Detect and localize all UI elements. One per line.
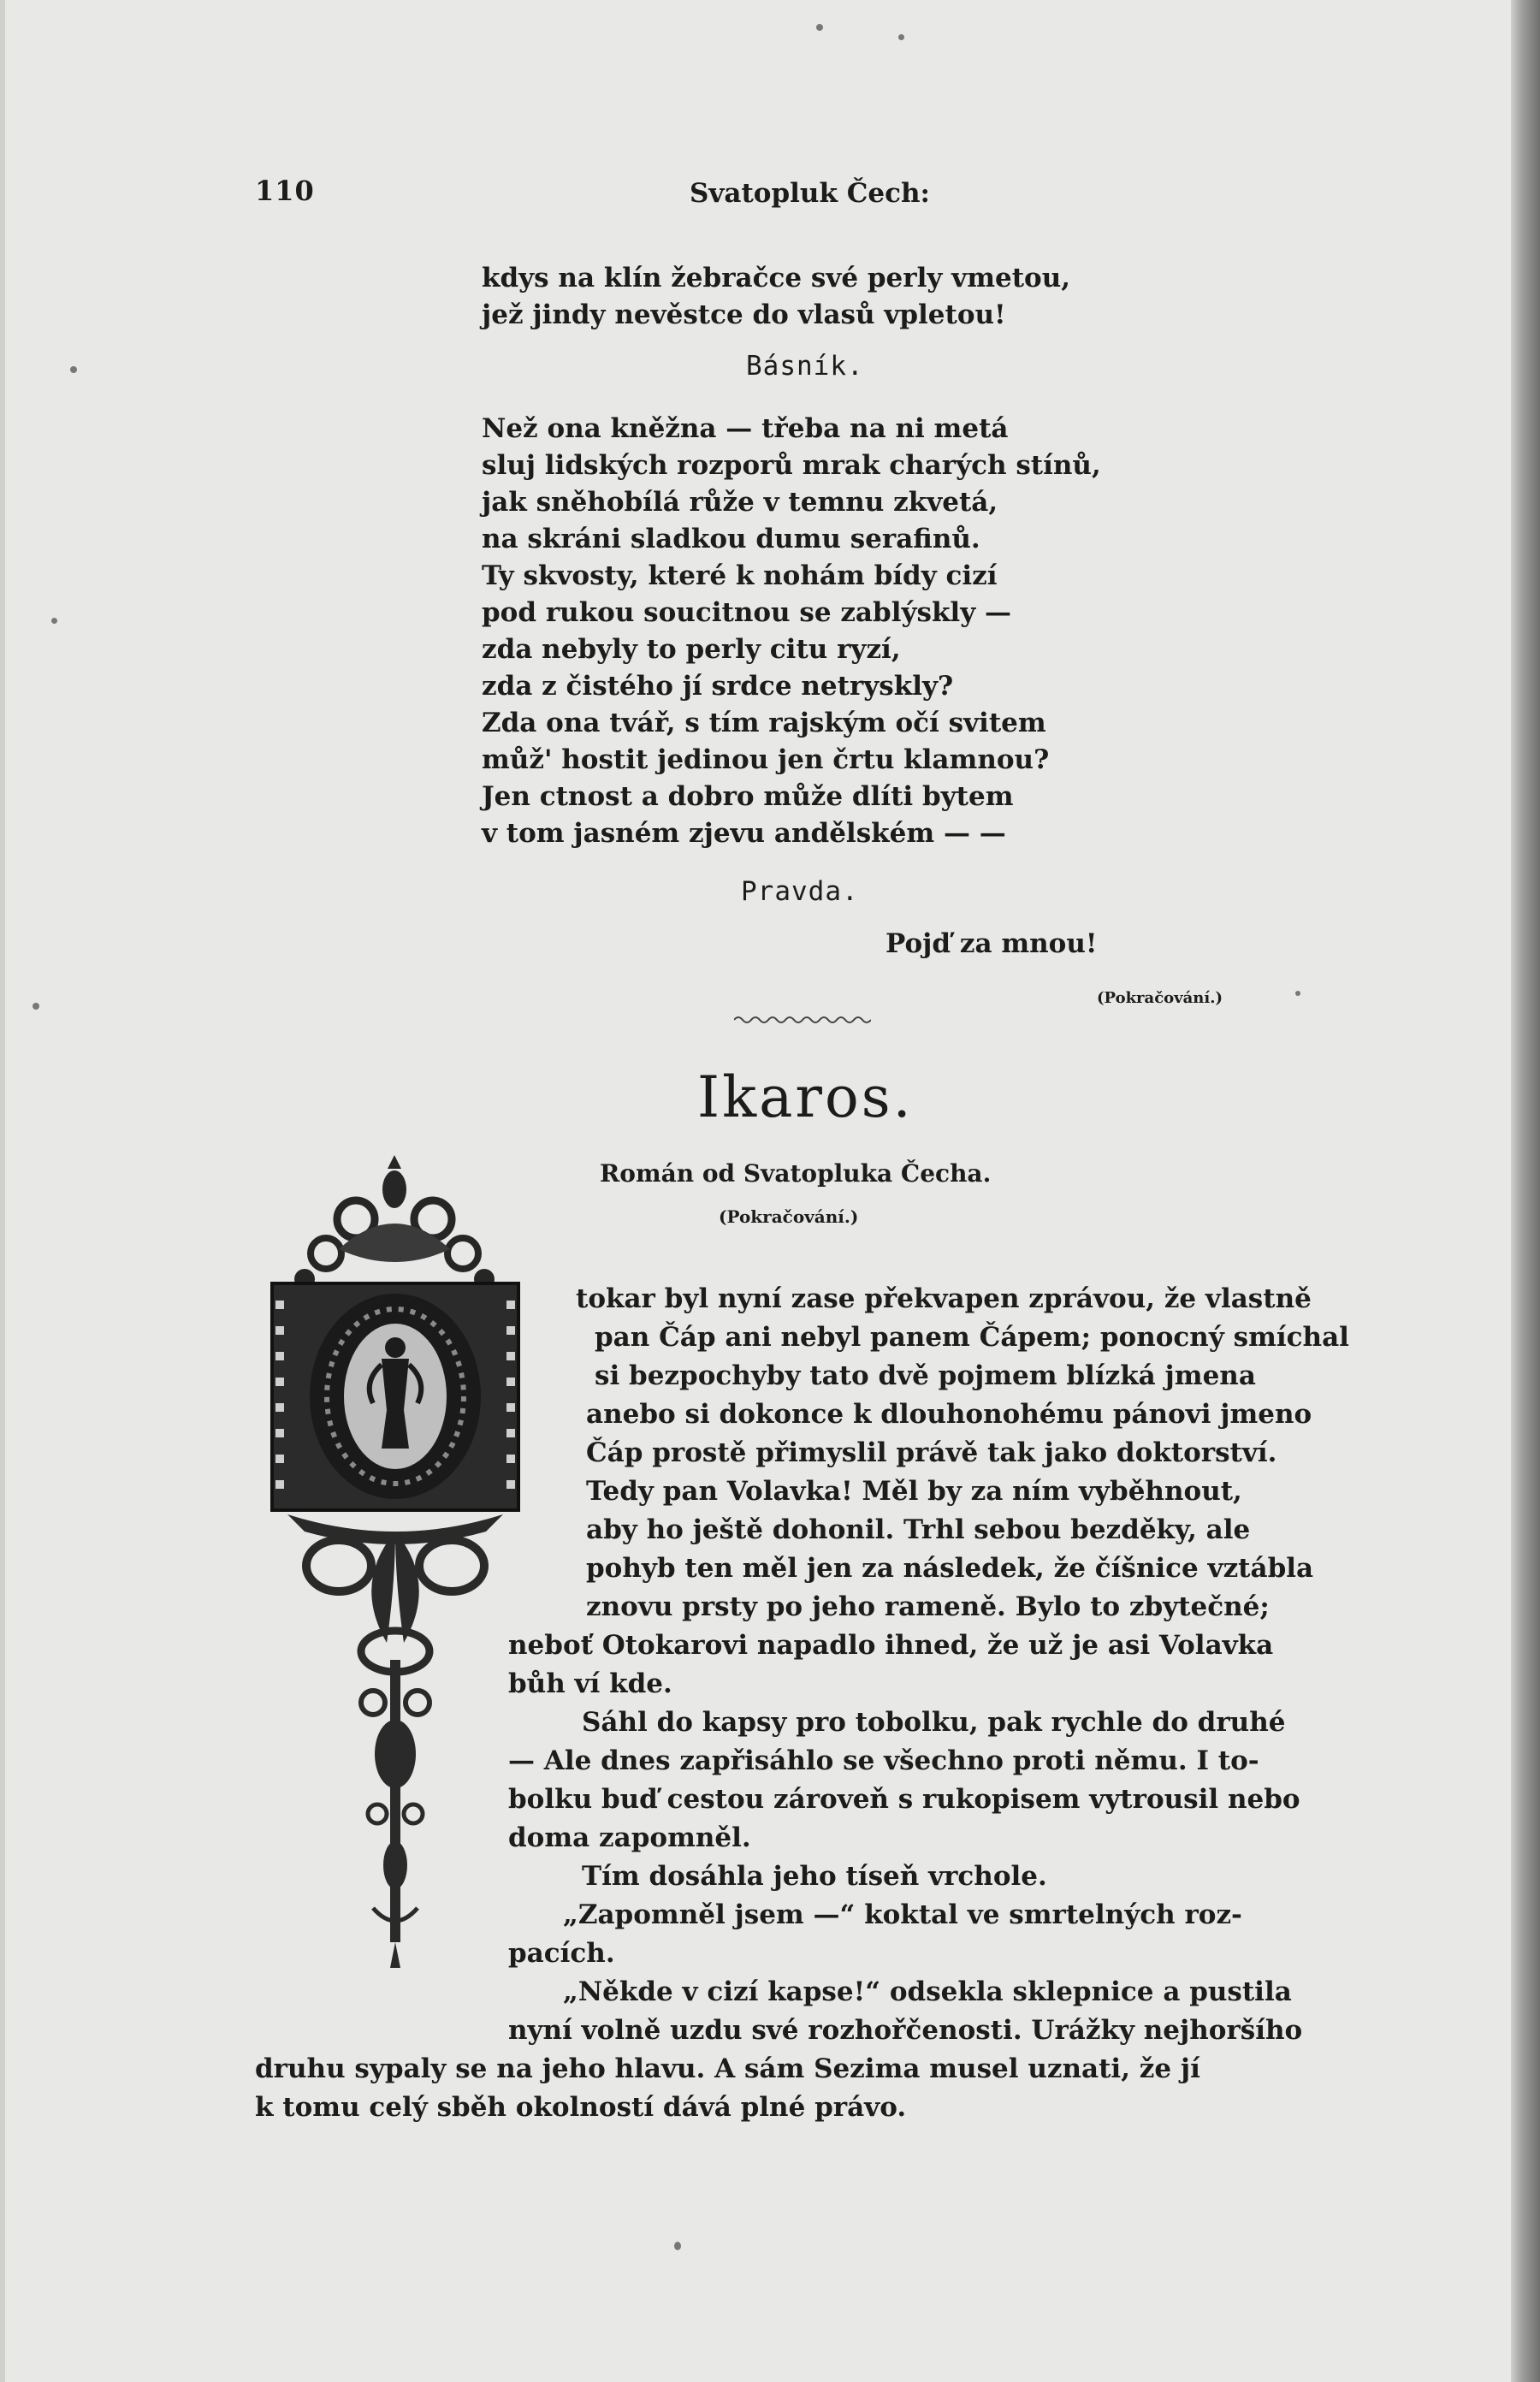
verse-line: Než ona kněžna — třeba na ni metá — [482, 413, 1009, 444]
article-subtitle: Román od Svatopluka Čecha. — [600, 1159, 992, 1188]
prose-block-full — [255, 2050, 1200, 2127]
prose-line: znovu prsty po jeho rameně. Bylo to zbytečné; — [586, 1591, 1270, 1622]
verse-line: na skráni sladkou dumu serafinů. — [482, 524, 980, 554]
verse-line: Zda ona tvář, s tím rajským očí svitem — [482, 708, 1046, 738]
prose-line: Tím dosáhla jeho tíseň vrchole. — [582, 1861, 1047, 1892]
speaker-pravda: Pravda. — [741, 876, 859, 907]
continuation-note-verse: (Pokračování.) — [1097, 989, 1223, 1007]
verse-line: pod rukou soucitnou se zablýskly — — [482, 597, 1012, 628]
prose-line: druhu sypaly se na jeho hlavu. A sám Sezima musel uznati, že jí — [255, 2053, 1200, 2084]
prose-line: si bezpochyby tato dvě pojmem blízká jmena — [595, 1360, 1256, 1391]
prose-line: aby ho ještě dohonil. Trhl sebou bezděky, ale — [586, 1514, 1251, 1545]
verse-line: v tom jasném zjevu andělském — — — [482, 818, 1006, 849]
prose-line: „Zapomněl jsem —“ koktal ve smrtelných roz- — [563, 1899, 1242, 1930]
prose-block-mid — [508, 1627, 1302, 2050]
prose-line: pohyb ten měl jen za následek, že číšnice vztábla — [586, 1553, 1314, 1584]
page-number: 110 — [255, 175, 315, 207]
page-gutter-shadow — [1511, 0, 1540, 2382]
verse-line: kdys na klín žebračce své perly vmetou, — [482, 263, 1071, 293]
scan-speck — [674, 2242, 681, 2250]
scan-speck — [33, 1003, 39, 1010]
prose-line: neboť Otokarovi napadlo ihned, že už je asi Volavka — [508, 1630, 1274, 1661]
prose-line: bolku buď cestou zároveň s rukopisem vytrousil nebo — [508, 1784, 1300, 1815]
prose-line: pan Čáp ani nebyl panem Čápem; ponocný smíchal — [595, 1322, 1349, 1353]
prose-line: pacích. — [508, 1938, 615, 1969]
scan-speck — [898, 34, 904, 40]
continuation-note-article: (Pokračování.) — [719, 1206, 859, 1227]
verse-line: zda nebyly to perly citu ryzí, — [482, 634, 901, 665]
ornamental-initial-o — [253, 1138, 536, 1976]
page-left-edge — [0, 0, 5, 2382]
scan-speck — [816, 24, 823, 31]
article-title: Ikaros. — [697, 1064, 914, 1130]
prose-line: Čáp prostě přimyslil právě tak jako doktorství. — [586, 1437, 1277, 1468]
section-divider-squiggle — [734, 1011, 871, 1028]
verse-main — [482, 411, 1183, 852]
prose-line: Sáhl do kapsy pro tobolku, pak rychle do druhé — [582, 1707, 1286, 1738]
prose-line: „Někde v cizí kapse!“ odsekla sklepnice a pustila — [563, 1976, 1292, 2007]
prose-line: k tomu celý sběh okolností dává plné právo. — [255, 2092, 907, 2123]
prose-line: doma zapomněl. — [508, 1822, 751, 1853]
verse-line: jak sněhobílá růže v temnu zkvetá, — [482, 487, 998, 518]
verse-line: sluj lidských rozporů mrak charých stínů, — [482, 450, 1101, 481]
verse-line: jež jindy nevěstce do vlasů vpletou! — [482, 299, 1006, 330]
prose-line: nyní volně uzdu své rozhořčenosti. Urážky nejhoršího — [508, 2015, 1303, 2046]
speaker-basnik: Básník. — [746, 351, 864, 382]
verse-line: Ty skvosty, které k nohám bídy cizí — [482, 560, 998, 591]
prose-line: bůh ví kde. — [508, 1668, 672, 1699]
prose-line: tokar byl nyní zase překvapen zprávou, že vlastně — [576, 1283, 1312, 1314]
running-head: Svatopluk Čech: — [690, 178, 930, 209]
prose-line: — Ale dnes zapřisáhlo se všechno proti němu. I to- — [508, 1745, 1259, 1776]
verse-line: zda z čistého jí srdce netryskly? — [482, 671, 954, 702]
prose-line: Tedy pan Volavka! Měl by za ním vyběhnout, — [586, 1476, 1242, 1507]
prose-line: anebo si dokonce k dlouhonohému pánovi jmeno — [586, 1399, 1312, 1430]
verse-line: Jen ctnost a dobro může dlíti bytem — [482, 781, 1014, 812]
verse-line: můž' hostit jedinou jen črtu klamnou? — [482, 744, 1050, 775]
reply-line: Pojď za mnou! — [886, 928, 1098, 959]
scan-speck — [1295, 991, 1300, 996]
verse-top — [482, 260, 1183, 334]
scan-speck — [70, 366, 77, 373]
scan-speck — [51, 618, 57, 624]
prose-block-indented — [576, 1280, 1349, 1627]
